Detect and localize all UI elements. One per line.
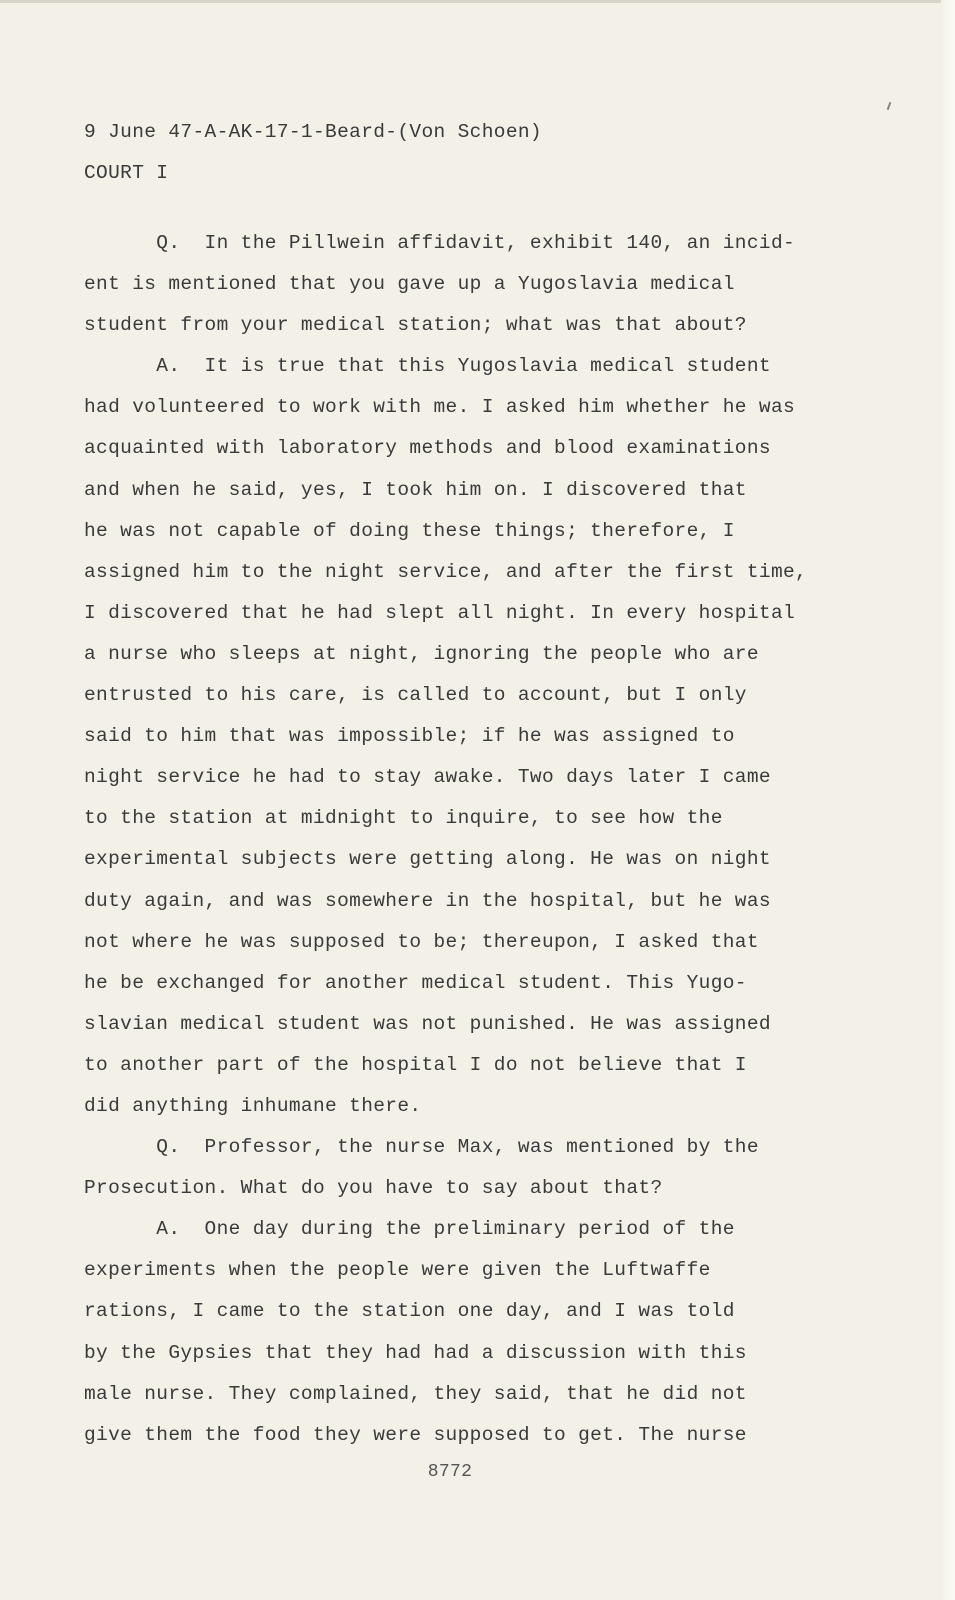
text-line: Q. Professor, the nurse Max, was mentioned by the — [84, 1136, 759, 1159]
text-line: slavian medical student was not punished. He was assigned — [84, 1012, 771, 1035]
text-line: ent is mentioned that you gave up a Yugoslavia medical — [84, 273, 735, 296]
page-right-edge — [941, 0, 955, 1600]
text-line: not where he was supposed to be; thereupon, I asked that — [84, 930, 759, 953]
text-line: A. One day during the preliminary period of the — [84, 1218, 735, 1241]
text-line: acquainted with laboratory methods and blood examinations — [84, 437, 771, 460]
text-line: I discovered that he had slept all night. In every hospital — [84, 601, 796, 624]
header-date-line: 9 June 47-A-AK-17-1-Beard-(Von Schoen) — [84, 121, 542, 143]
page-number: 8772 — [427, 1462, 473, 1482]
text-line: student from your medical station; what was that about? — [84, 314, 747, 337]
text-line: did anything inhumane there. — [84, 1094, 422, 1117]
text-line: a nurse who sleeps at night, ignoring the people who are — [84, 642, 759, 665]
page-top-edge — [0, 0, 955, 3]
text-line: duty again, and was somewhere in the hospital, but he was — [84, 889, 771, 912]
text-line: he was not capable of doing these things; therefore, I — [84, 519, 735, 542]
transcript-body — [84, 223, 807, 1456]
stray-pencil-mark — [887, 102, 892, 110]
text-line: to another part of the hospital I do not believe that I — [84, 1053, 747, 1076]
text-line: male nurse. They complained, they said, that he did not — [84, 1382, 747, 1405]
text-line: entrusted to his care, is called to account, but I only — [84, 684, 747, 707]
text-line: had volunteered to work with me. I asked him whether he was — [84, 396, 796, 419]
text-line: experiments when the people were given the Luftwaffe — [84, 1259, 711, 1282]
text-line: and when he said, yes, I took him on. I discovered that — [84, 478, 747, 501]
text-line: by the Gypsies that they had had a discussion with this — [84, 1341, 747, 1364]
text-line: night service he had to stay awake. Two days later I came — [84, 766, 771, 789]
text-line: to the station at midnight to inquire, to see how the — [84, 807, 723, 830]
text-line: rations, I came to the station one day, and I was told — [84, 1300, 735, 1323]
text-line: experimental subjects were getting along. He was on night — [84, 848, 771, 871]
text-line: Q. In the Pillwein affidavit, exhibit 140, an incid- — [84, 232, 796, 254]
text-line: assigned him to the night service, and after the first time, — [84, 560, 808, 583]
text-line: said to him that was impossible; if he was assigned to — [84, 725, 735, 748]
header-court-line: COURT I — [84, 162, 169, 184]
text-line: A. It is true that this Yugoslavia medical student — [84, 355, 771, 378]
text-line: Prosecution. What do you have to say about that? — [84, 1177, 663, 1200]
text-line: he be exchanged for another medical student. This Yugo- — [84, 971, 747, 994]
text-line: give them the food they were supposed to get. The nurse — [84, 1423, 747, 1446]
